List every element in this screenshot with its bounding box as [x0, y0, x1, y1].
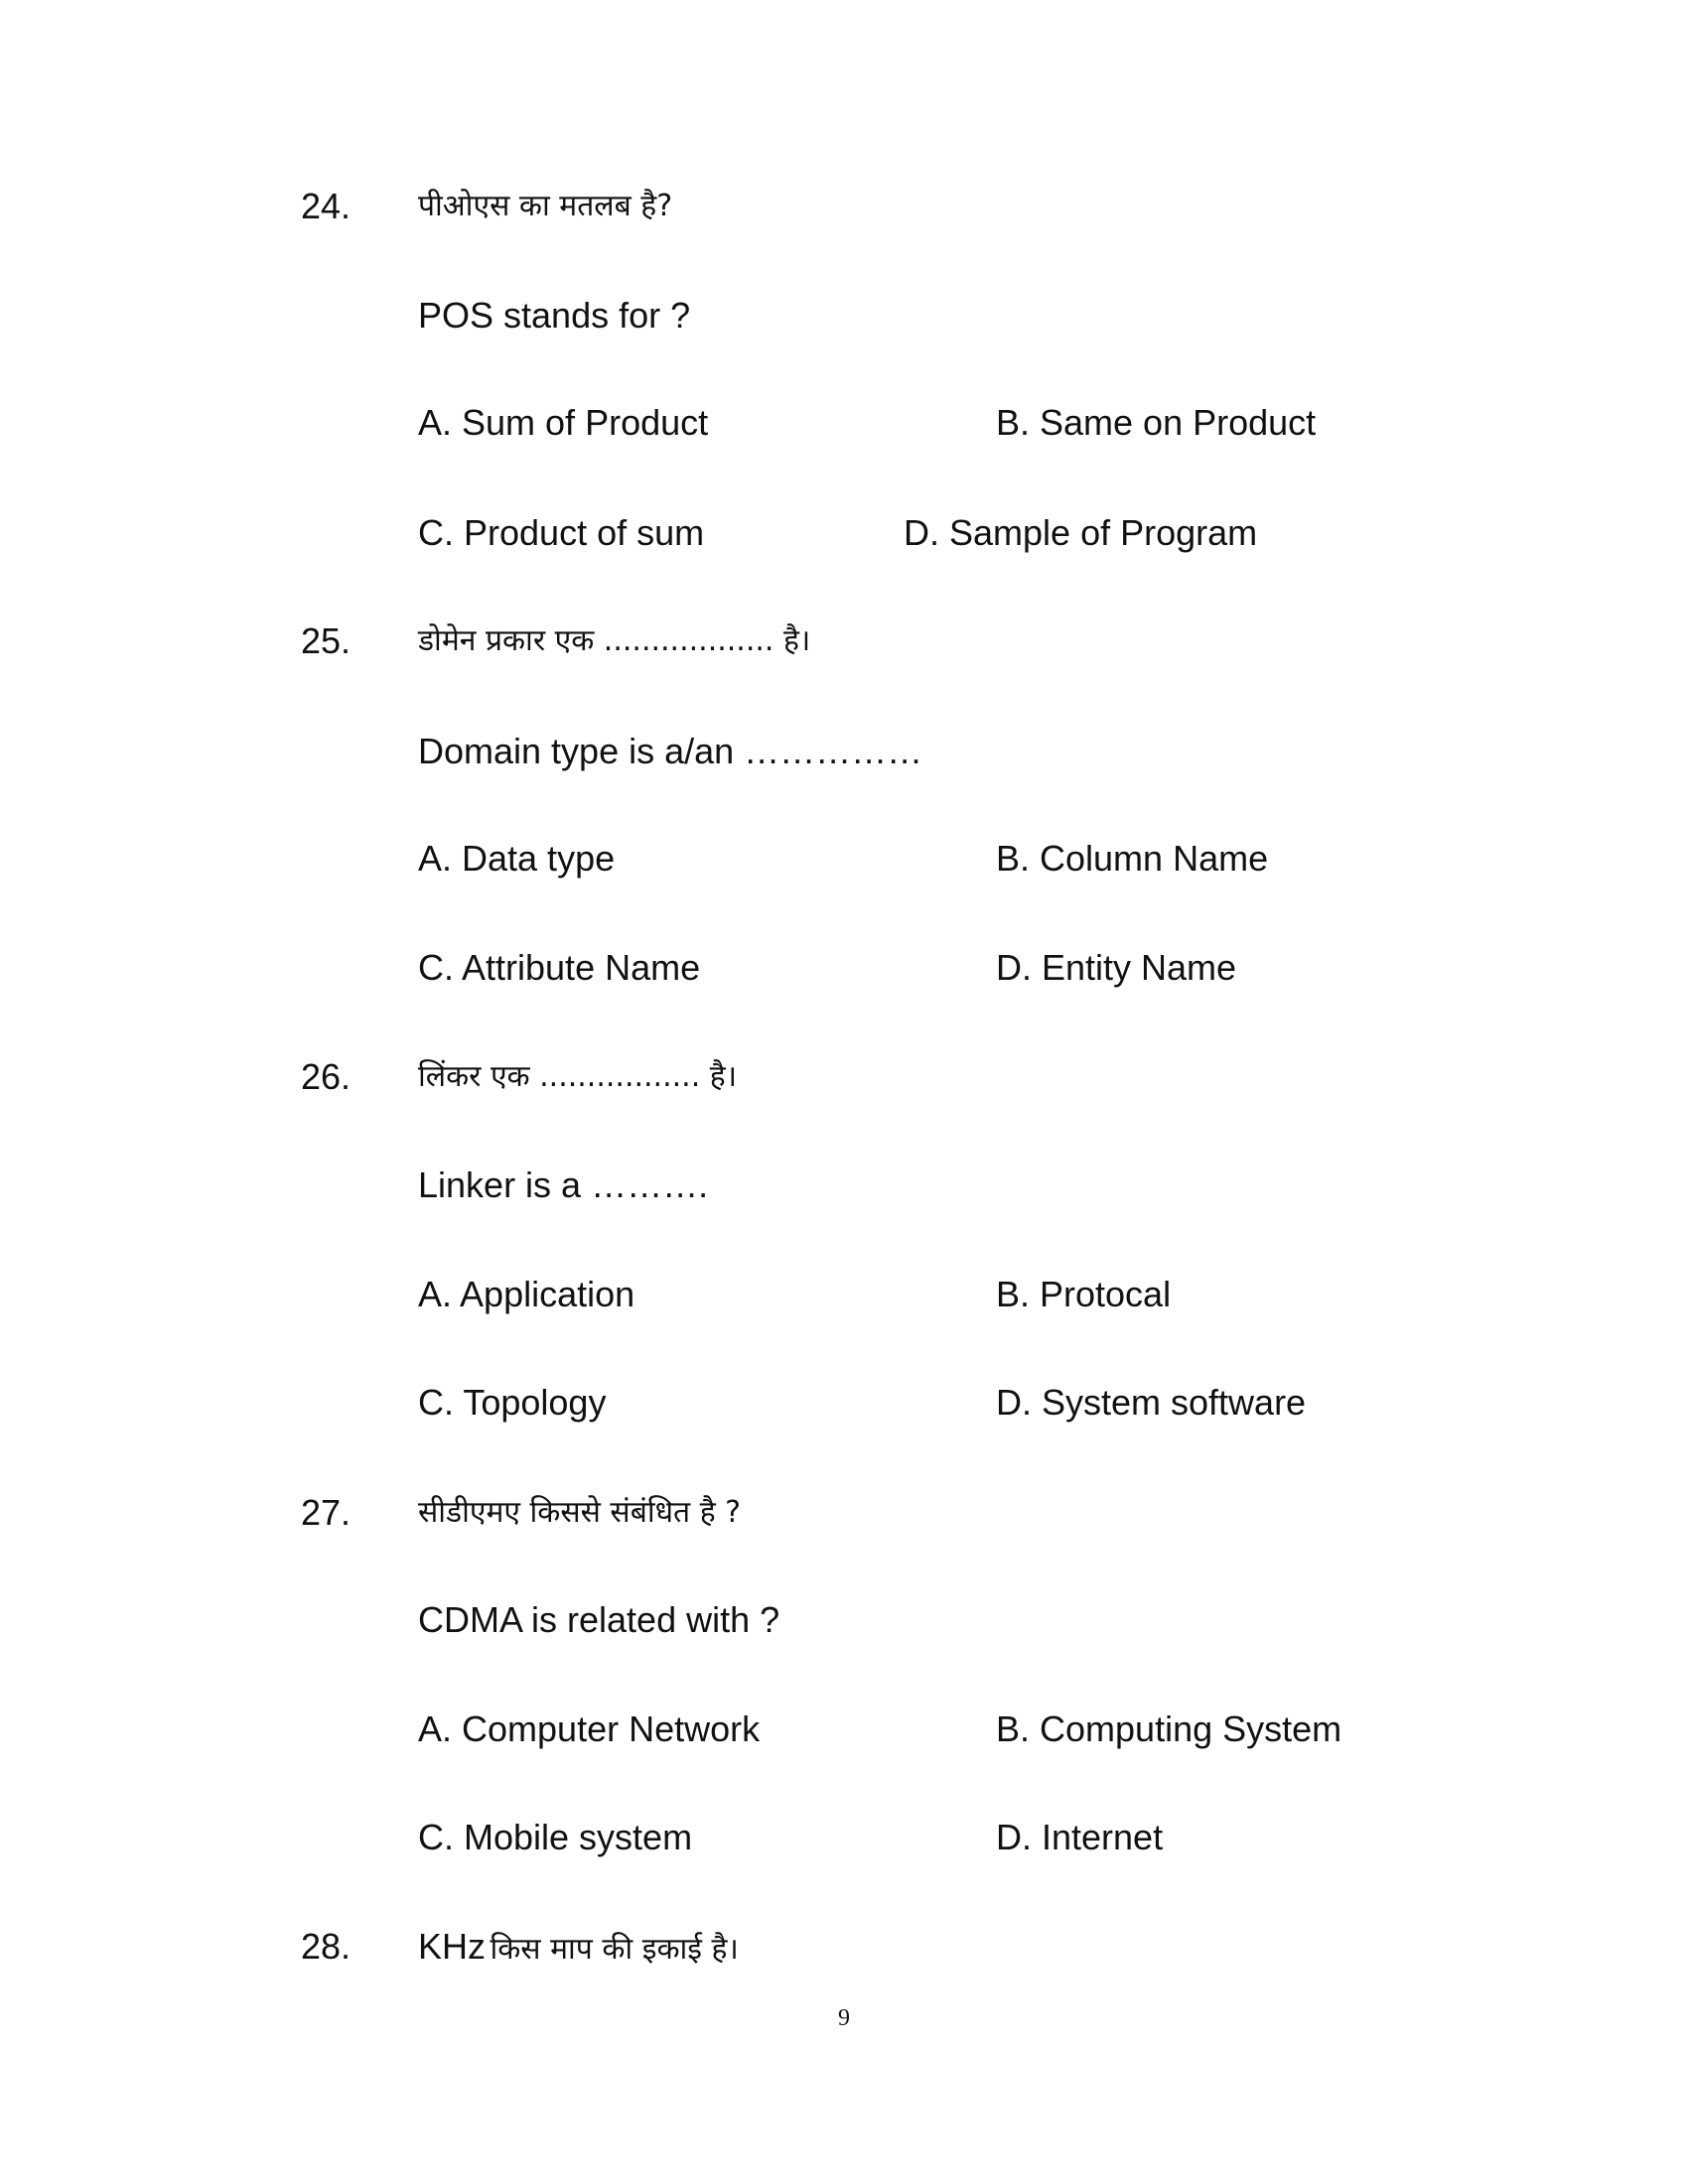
option-a: A. Sum of Product	[418, 402, 709, 443]
option-d: D. System software	[996, 1382, 1307, 1423]
option-d: D. Sample of Program	[904, 512, 1258, 553]
question-english: Domain type is a/an ……………	[418, 731, 923, 771]
option-c: C. Attribute Name	[418, 947, 701, 988]
option-a: A. Data type	[418, 838, 616, 879]
question-hindi	[418, 1926, 739, 1967]
option-d: D. Internet	[996, 1817, 1164, 1857]
question-number: 25.	[301, 620, 352, 661]
unit-prefix: KHz	[418, 1926, 487, 1967]
question-hindi: डोमेन प्रकार एक .................. है।	[418, 623, 811, 658]
option-c: C. Mobile system	[418, 1817, 693, 1857]
question-hindi: पीओएस का मतलब है?	[418, 189, 673, 223]
option-b: B. Protocal	[996, 1274, 1172, 1314]
question-number: 26.	[301, 1056, 352, 1097]
question-number: 27.	[301, 1492, 352, 1533]
question-number: 28.	[301, 1926, 352, 1967]
option-b: B. Same on Product	[996, 402, 1317, 443]
option-b: B. Computing System	[996, 1708, 1342, 1749]
question-english: POS stands for ?	[418, 295, 691, 336]
question-hindi: सीडीएमए किससे संबंधित है ?	[418, 1495, 742, 1530]
question-hindi-text: किस माप की इकाई है।	[490, 1932, 739, 1967]
option-a: A. Application	[418, 1274, 635, 1314]
option-c: C. Product of sum	[418, 512, 705, 553]
question-english: Linker is a ……….	[418, 1164, 709, 1205]
option-a: A. Computer Network	[418, 1708, 761, 1749]
question-hindi: लिंकर एक ................. है।	[418, 1059, 738, 1094]
page-number: 9	[838, 2005, 850, 2031]
option-d: D. Entity Name	[996, 947, 1237, 988]
option-c: C. Topology	[418, 1382, 607, 1423]
question-number: 24.	[301, 186, 352, 226]
option-b: B. Column Name	[996, 838, 1269, 879]
question-english: CDMA is related with ?	[418, 1599, 780, 1640]
